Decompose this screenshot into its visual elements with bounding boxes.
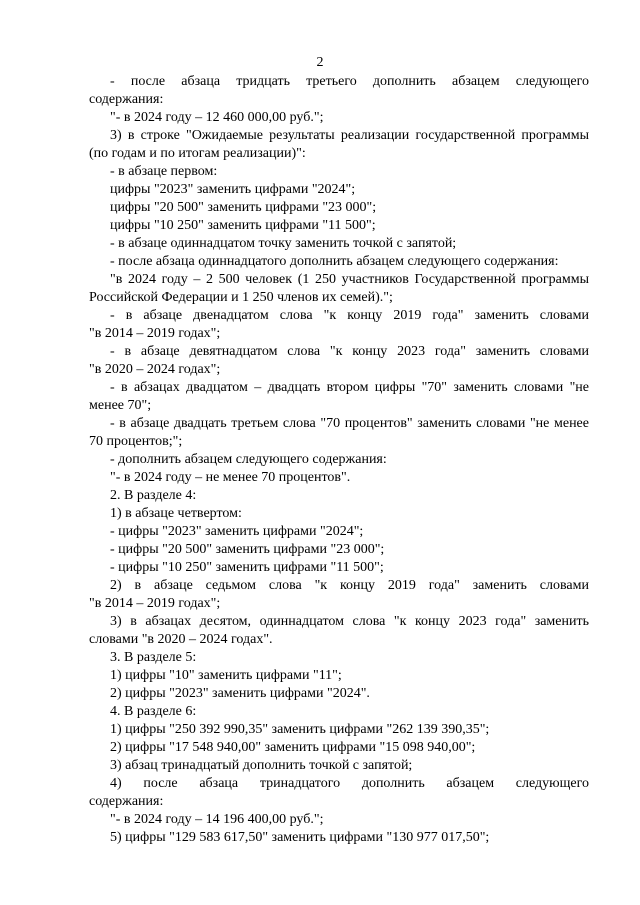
text-line: 5) цифры "129 583 617,50" заменить цифрами "130 977 017,50"; <box>110 830 490 845</box>
text-line: - в абзаце двадцать третьем слова "70 процентов" заменить словами "не менее <box>110 416 589 431</box>
text-line: "в 2020 – 2024 годах"; <box>89 362 221 377</box>
text-line: - в абзаце первом: <box>110 164 218 179</box>
text-line: - в абзаце одиннадцатом точку заменить точкой с запятой; <box>110 236 457 251</box>
text-line: 70 процентов;"; <box>89 434 183 449</box>
text-line: менее 70"; <box>89 398 152 413</box>
text-line: 3) абзац тринадцатый дополнить точкой с запятой; <box>110 758 413 773</box>
text-line: 2) цифры "2023" заменить цифрами "2024". <box>110 686 370 701</box>
text-line: цифры "20 500" заменить цифрами "23 000"; <box>110 200 377 215</box>
text-line: - цифры "20 500" заменить цифрами "23 000"; <box>110 542 385 557</box>
text-line: "- в 2024 году – 14 196 400,00 руб."; <box>110 812 324 827</box>
text-line: 1) в абзаце четвертом: <box>110 506 242 521</box>
document-body <box>89 73 589 847</box>
text-line: 4. В разделе 6: <box>110 704 197 719</box>
text-line: - в абзацах двадцатом – двадцать втором цифры "70" заменить словами "не <box>110 380 589 395</box>
text-line: 1) цифры "250 392 990,35" заменить цифрами "262 139 390,35"; <box>110 722 490 737</box>
text-line: - дополнить абзацем следующего содержания: <box>110 452 387 467</box>
text-line: - цифры "2023" заменить цифрами "2024"; <box>110 524 364 539</box>
text-line: - в абзаце двенадцатом слова "к концу 2019 года" заменить словами <box>110 308 589 323</box>
text-line: - цифры "10 250" заменить цифрами "11 500"; <box>110 560 384 575</box>
text-line: 2) в абзаце седьмом слова "к концу 2019 года" заменить словами <box>110 578 589 593</box>
text-line: 4) после абзаца тринадцатого дополнить абзацем следующего <box>110 776 589 791</box>
text-line: цифры "10 250" заменить цифрами "11 500"; <box>110 218 376 233</box>
text-line: (по годам и по итогам реализации)": <box>89 146 306 161</box>
text-line: "в 2014 – 2019 годах"; <box>89 326 221 341</box>
text-line: 3. В разделе 5: <box>110 650 197 665</box>
text-line: 3) в абзацах десятом, одиннадцатом слова "к концу 2023 года" заменить <box>110 614 589 629</box>
text-line: "- в 2024 году – не менее 70 процентов". <box>110 470 351 485</box>
text-line: 1) цифры "10" заменить цифрами "11"; <box>110 668 342 683</box>
text-line: - в абзаце девятнадцатом слова "к концу 2023 года" заменить словами <box>110 344 589 359</box>
text-line: содержания: <box>89 92 164 107</box>
text-line: Российской Федерации и 1 250 членов их семей)."; <box>89 290 393 305</box>
text-line: "в 2024 году – 2 500 человек (1 250 участников Государственной программы <box>110 272 589 287</box>
text-line: 3) в строке "Ожидаемые результаты реализации государственной программы <box>110 128 589 143</box>
page-number: 2 <box>316 55 324 70</box>
text-line: содержания: <box>89 794 164 809</box>
text-line: цифры "2023" заменить цифрами "2024"; <box>110 182 356 197</box>
text-line: - после абзаца одиннадцатого дополнить абзацем следующего содержания: <box>110 254 559 269</box>
text-line: словами "в 2020 – 2024 годах". <box>89 632 273 647</box>
text-line: 2. В разделе 4: <box>110 488 197 503</box>
text-line: 2) цифры "17 548 940,00" заменить цифрами "15 098 940,00"; <box>110 740 476 755</box>
text-line: "- в 2024 году – 12 460 000,00 руб."; <box>110 110 324 125</box>
text-line: "в 2014 – 2019 годах"; <box>89 596 221 611</box>
text-line: - после абзаца тридцать третьего дополнить абзацем следующего <box>110 74 589 89</box>
